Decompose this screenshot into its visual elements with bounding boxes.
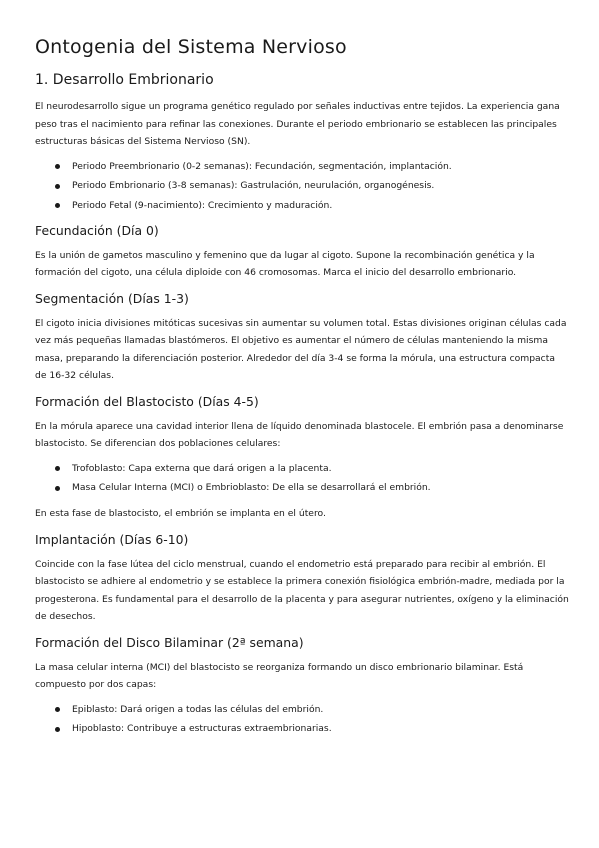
bullet-icon	[55, 466, 60, 471]
disco-list	[35, 703, 569, 737]
list-item-text: Masa Celular Interna (MCI) o Embrioblasto: De ella se desarrollará el embrión.	[72, 482, 431, 493]
paragraph-blastocisto-closing: En esta fase de blastocisto, el embrión se implanta en el útero.	[35, 508, 326, 519]
list-item-text: Hipoblasto: Contribuye a estructuras extraembrionarias.	[72, 723, 332, 734]
paragraph-disco: La masa celular interna (MCI) del blastocisto se reorganiza formando un disco embrionario bilaminar. Está compuesto por dos capas:	[35, 661, 524, 690]
periods-list	[35, 160, 569, 213]
paragraph-implantacion: Coincide con la fase lútea del ciclo menstrual, cuando el endometrio está preparado para recibir al embrión. El blastocisto se adhiere al endometrio y se establece la primera conexión fisiológica embrión-madre, mediada por la progesterona. Es fundamental para el desarrollo de la placenta y para asegurar nutrientes, oxígeno y la eliminación de desechos.	[35, 558, 569, 622]
subheading-implantacion: Implantación (Días 6-10)	[35, 531, 189, 547]
bullet-icon	[55, 164, 60, 169]
list-item-text: Periodo Embrionario (3-8 semanas): Gastrulación, neurulación, organogénesis.	[72, 180, 435, 191]
list-item-text: Epiblasto: Dará origen a todas las células del embrión.	[72, 703, 324, 715]
bullet-icon	[55, 486, 60, 491]
list-item	[53, 722, 569, 736]
paragraph-segmentacion: El cigoto inicia divisiones mitóticas sucesivas sin aumentar su volumen total. Estas divisiones originan células cada vez más pequeñas llamadas blastómeros. El objetivo es aumentar el número de células manteniendo la misma masa, preparando la diferenciación posterior. Alrededor del día 3-4 se forma la mórula, una estructura compacta de 16-32 células.	[35, 317, 567, 381]
bullet-icon	[55, 727, 60, 732]
bullet-icon	[55, 203, 60, 208]
page-title: Ontogenia del Sistema Nervioso	[35, 36, 347, 58]
list-item	[53, 160, 569, 174]
list-item	[53, 199, 569, 213]
blastocisto-list	[35, 462, 569, 496]
section-heading-desarrollo: 1. Desarrollo Embrionario	[35, 72, 214, 88]
list-item	[53, 703, 569, 717]
list-item-text: Periodo Preembrionario (0-2 semanas): Fecundación, segmentación, implantación.	[72, 160, 452, 172]
list-item	[53, 481, 569, 495]
subheading-fecundacion: Fecundación (Día 0)	[35, 222, 159, 238]
list-item-text: Trofoblasto: Capa externa que dará origen a la placenta.	[72, 462, 332, 474]
paragraph-fecundacion: Es la unión de gametos masculino y femenino que da lugar al cigoto. Supone la recombinación genética y la formación del cigoto, una célula diploide con 46 cromosomas. Marca el inicio del desarrollo embrionario.	[35, 249, 535, 278]
bullet-icon	[55, 184, 60, 189]
bullet-icon	[55, 707, 60, 712]
list-item	[53, 179, 569, 193]
subheading-segmentacion: Segmentación (Días 1-3)	[35, 290, 189, 306]
paragraph-blastocisto: En la mórula aparece una cavidad interior llena de líquido denominada blastocele. El embrión pasa a denominarse blastocisto. Se diferencian dos poblaciones celulares:	[35, 420, 564, 449]
list-item-text: Periodo Fetal (9-nacimiento): Crecimiento y maduración.	[72, 199, 333, 211]
subheading-blastocisto: Formación del Blastocisto (Días 4-5)	[35, 393, 259, 409]
subheading-disco: Formación del Disco Bilaminar (2ª semana)	[35, 634, 304, 650]
paragraph-intro: El neurodesarrollo sigue un programa genético regulado por señales inductivas entre tejidos. La experiencia gana peso tras el nacimiento para refinar las conexiones. Durante el periodo embrionario se establecen las principales estructuras básicas del Sistema Nervioso (SN).	[35, 101, 560, 147]
list-item	[53, 462, 569, 476]
